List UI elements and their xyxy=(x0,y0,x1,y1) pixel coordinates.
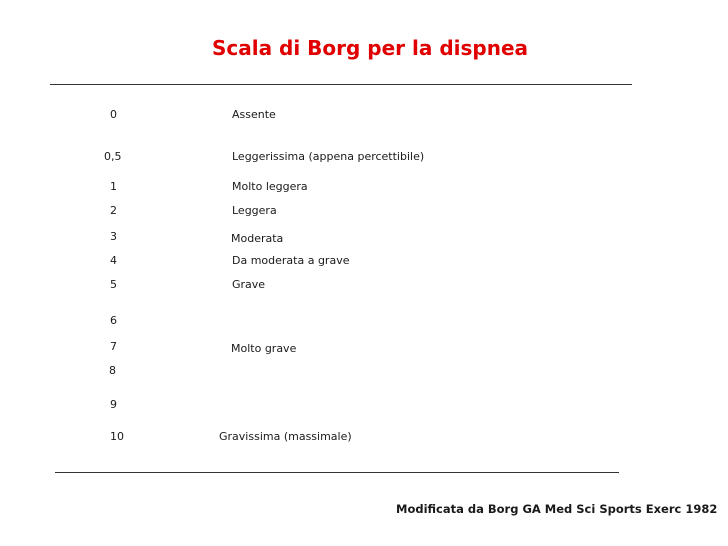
scale-description: Grave xyxy=(232,278,266,291)
scale-score: 10 xyxy=(110,430,124,443)
scale-score: 1 xyxy=(110,180,117,193)
scale-description: Moderata xyxy=(231,232,284,245)
scale-row-0-5 xyxy=(0,150,728,166)
scale-score: 2 xyxy=(110,204,117,217)
scale-row-7 xyxy=(0,340,728,356)
scale-row-5 xyxy=(0,278,728,294)
scale-row-1 xyxy=(0,180,728,196)
scale-row-2 xyxy=(0,204,728,220)
source-citation: Modificata da Borg GA Med Sci Sports Exerc 1982 xyxy=(396,502,718,516)
scale-score: 7 xyxy=(110,340,117,353)
scale-score: 5 xyxy=(110,278,117,291)
scale-row-0 xyxy=(0,108,728,124)
scale-description: Molto leggera xyxy=(232,180,308,193)
scale-description: Da moderata a grave xyxy=(232,254,350,267)
scale-score: 3 xyxy=(110,230,117,243)
scale-description: Molto grave xyxy=(231,342,297,355)
scale-score: 8 xyxy=(109,364,116,377)
scale-score: 6 xyxy=(110,314,117,327)
scale-description: Leggerissima (appena percettibile) xyxy=(232,150,425,163)
scale-row-10 xyxy=(0,430,728,446)
scale-score: 9 xyxy=(110,398,117,411)
scale-row-3 xyxy=(0,230,728,246)
scale-description: Gravissima (massimale) xyxy=(219,430,352,443)
scale-row-9 xyxy=(0,398,728,414)
bottom-divider xyxy=(55,472,619,473)
slide-title: Scala di Borg per la dispnea xyxy=(211,36,529,60)
scale-score: 4 xyxy=(110,254,117,267)
scale-score: 0,5 xyxy=(104,150,122,163)
scale-description: Assente xyxy=(232,108,276,121)
scale-score: 0 xyxy=(110,108,117,121)
scale-description: Leggera xyxy=(232,204,277,217)
scale-row-8 xyxy=(0,364,728,380)
scale-row-4 xyxy=(0,254,728,270)
scale-row-6 xyxy=(0,314,728,330)
top-divider xyxy=(50,84,632,85)
